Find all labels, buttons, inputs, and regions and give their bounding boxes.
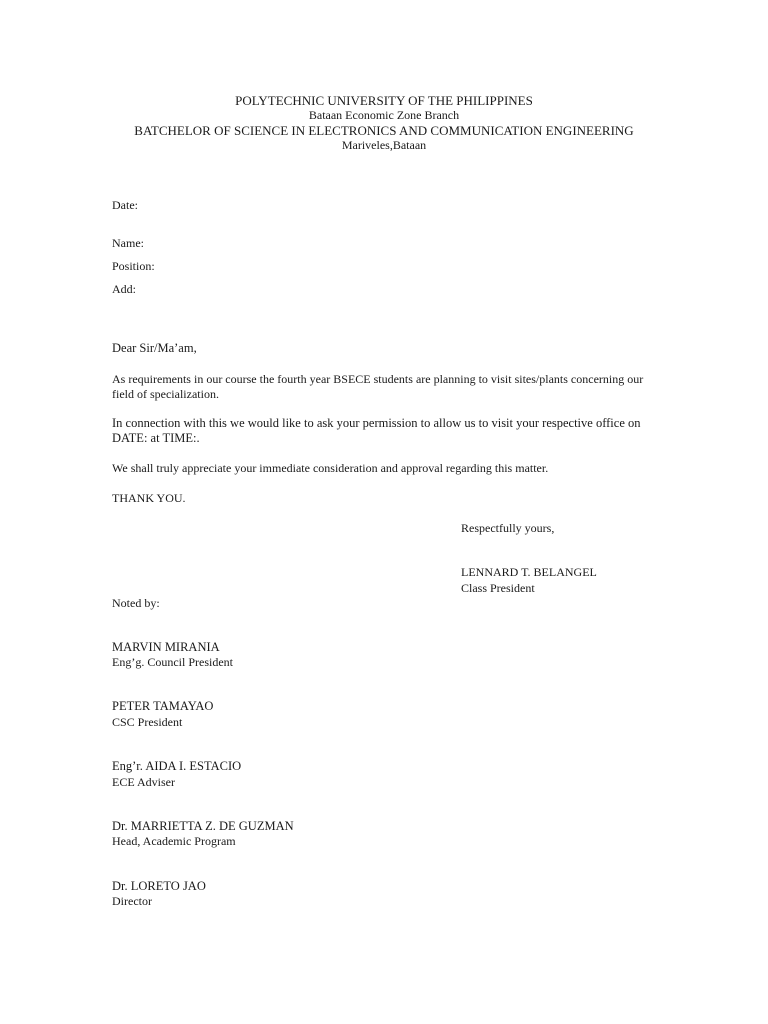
salutation: Dear Sir/Ma’am, <box>112 341 197 355</box>
date-field: Date: <box>112 198 138 212</box>
signatory-title: CSC President <box>112 715 183 729</box>
signer-title: Class President <box>461 581 535 595</box>
signer-name: LENNARD T. BELANGEL <box>461 565 597 579</box>
noted-by: Noted by: <box>112 596 160 610</box>
letterhead <box>0 93 768 153</box>
university-name: POLYTECHNIC UNIVERSITY OF THE PHILIPPINES <box>235 93 533 108</box>
position-field: Position: <box>112 259 155 273</box>
location: Mariveles,Bataan <box>341 138 427 152</box>
signatory-name: Dr. LORETO JAO <box>112 879 206 893</box>
signatory-title: ECE Adviser <box>112 775 175 789</box>
signatory-name: Dr. MARRIETTA Z. DE GUZMAN <box>112 819 294 833</box>
name-field: Name: <box>112 236 144 250</box>
signatory-title: Head, Academic Program <box>112 834 236 848</box>
paragraph-appreciation: We shall truly appreciate your immediate consideration and approval regarding this matter. <box>112 461 549 475</box>
signatory-name: MARVIN MIRANIA <box>112 640 220 654</box>
address-field: Add: <box>112 282 136 296</box>
closing: Respectfully yours, <box>461 521 555 535</box>
signatory-name: Eng’r. AIDA I. ESTACIO <box>112 759 242 773</box>
paragraph-permission: In connection with this we would like to ask your permission to allow us to visit your respective office on DATE: at TIME:. <box>112 416 641 445</box>
branch-name: Bataan Economic Zone Branch <box>308 108 460 122</box>
paragraph-request: As requirements in our course the fourth year BSECE students are planning to visit sites/plants concerning our field of specialization. <box>112 372 644 401</box>
signatory-title: Eng’g. Council President <box>112 655 233 669</box>
program-name: BATCHELOR OF SCIENCE IN ELECTRONICS AND COMMUNICATION ENGINEERING <box>134 123 634 138</box>
thank-you: THANK YOU. <box>112 491 186 505</box>
signatory-name: PETER TAMAYAO <box>112 699 214 713</box>
signatory-title: Director <box>112 894 152 908</box>
